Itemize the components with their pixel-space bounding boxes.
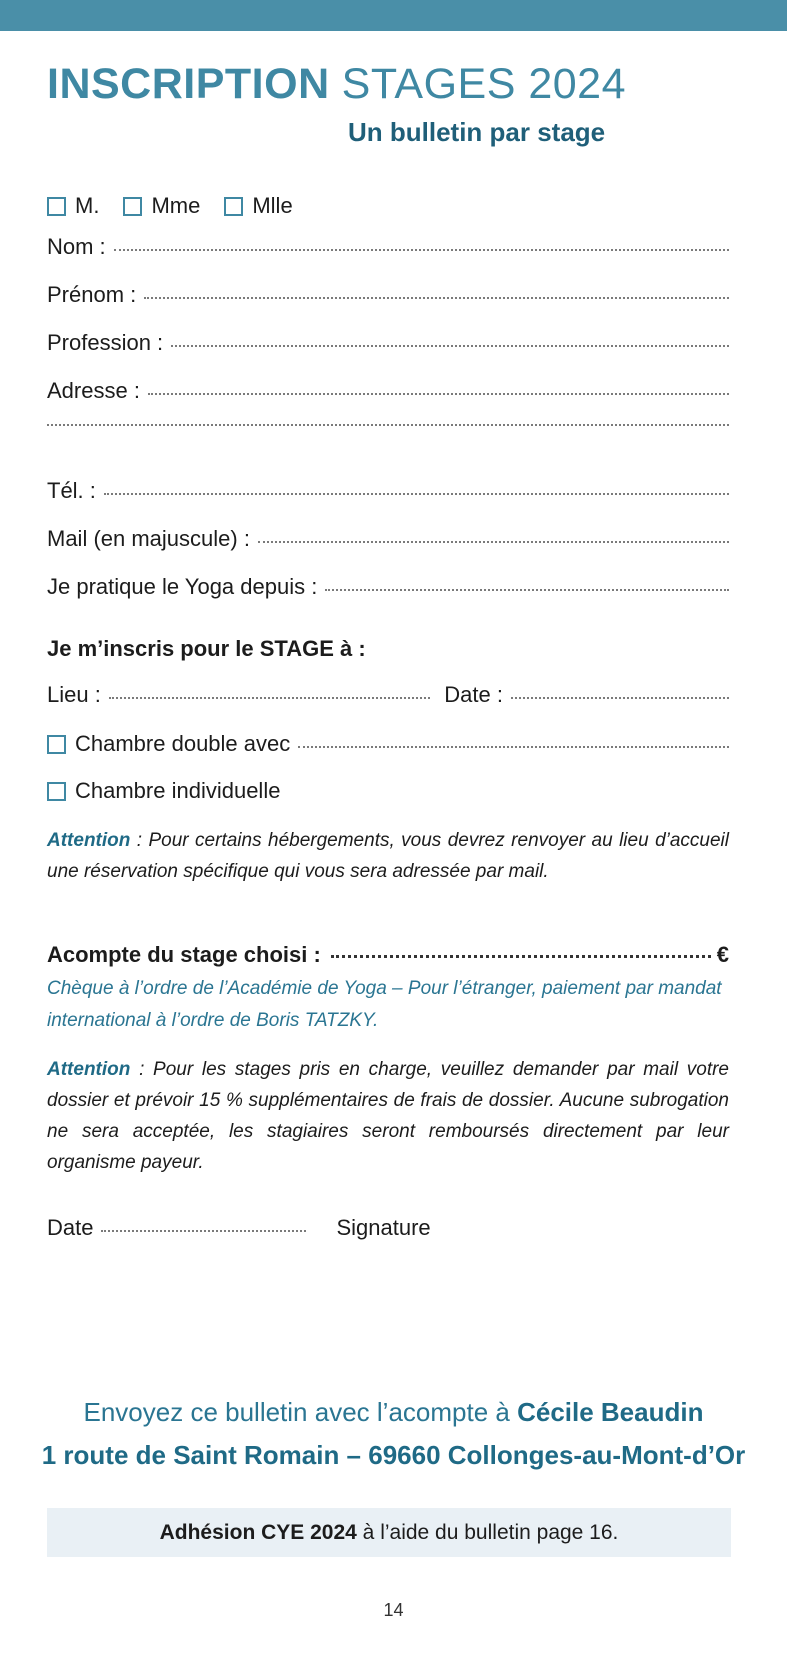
send-instructions	[0, 1397, 787, 1428]
civility-group	[47, 193, 317, 219]
checkbox-chambre-individuelle[interactable]	[47, 782, 66, 801]
stage-heading: Je m’inscris pour le STAGE à :	[47, 636, 366, 661]
checkbox-chambre-double[interactable]	[47, 735, 66, 754]
attention-label: Attention	[47, 830, 131, 851]
mail-input-line[interactable]	[258, 541, 729, 543]
title-bold: INSCRIPTION	[47, 60, 330, 108]
chambre-double-input-line[interactable]	[298, 746, 729, 748]
acompte-input-line[interactable]	[331, 955, 711, 958]
top-color-bar	[0, 0, 787, 31]
date-input-line[interactable]	[511, 697, 729, 699]
recipient-name: Cécile Beaudin	[517, 1397, 704, 1427]
date-label: Date	[47, 1215, 94, 1240]
attention-text: : Pour certains hébergements, vous devrez renvoyer au lieu d’accueil une réservation spécifique qui vous sera adressée par mail.	[47, 830, 729, 882]
prenom-input-line[interactable]	[144, 297, 729, 299]
attention-text: : Pour les stages pris en charge, veuillez demander par mail votre dossier et prévoir 15 % supplémentaires de frais de dossier. Aucune subrogation ne sera acceptée, les stagiaires seront remboursés directement par leur organisme payeur.	[47, 1059, 729, 1173]
field-label: Profession :	[47, 330, 164, 355]
field-label: Adresse :	[47, 378, 140, 403]
field-profession	[47, 328, 729, 358]
option-chambre-double	[47, 729, 729, 759]
field-label: Tél. :	[47, 478, 96, 503]
adhesion-bold: Adhésion CYE 2024	[159, 1520, 357, 1544]
field-prenom	[47, 280, 729, 310]
attention-label: Attention	[47, 1059, 131, 1080]
field-mail	[47, 524, 729, 554]
civility-label: Mme	[151, 193, 201, 218]
send-prefix: Envoyez ce bulletin avec l’acompte à	[83, 1397, 518, 1427]
checkbox-m[interactable]	[47, 197, 66, 216]
civility-label: Mlle	[252, 193, 293, 218]
yoga-input-line[interactable]	[325, 589, 729, 591]
field-label: Je pratique le Yoga depuis :	[47, 574, 318, 599]
option-label: Chambre individuelle	[75, 778, 281, 803]
civility-label: M.	[75, 193, 100, 218]
checkbox-mlle[interactable]	[224, 197, 243, 216]
checkbox-mme[interactable]	[123, 197, 142, 216]
attention-note-hebergement	[47, 825, 729, 887]
adresse-input-line[interactable]	[148, 393, 729, 395]
field-yoga	[47, 572, 729, 602]
acompte-label: Acompte du stage choisi :	[47, 942, 321, 967]
civility-option-mme[interactable]	[123, 193, 200, 219]
field-label: Date :	[444, 682, 503, 707]
adhesion-text: à l’aide du bulletin page 16.	[356, 1520, 619, 1544]
date-signature-row	[47, 1215, 431, 1241]
field-acompte	[47, 942, 729, 968]
civility-option-mlle[interactable]	[224, 193, 292, 219]
currency-symbol: €	[716, 942, 729, 967]
date-signature-input-line[interactable]	[101, 1230, 306, 1232]
page-title	[47, 56, 626, 112]
cheque-note: Chèque à l’ordre de l’Académie de Yoga – Pour l’étranger, paiement par mandat international à l’ordre de Boris TATZKY.	[47, 978, 722, 1031]
field-adresse-continued	[47, 427, 729, 429]
field-tel	[47, 476, 729, 506]
field-label: Nom :	[47, 234, 106, 259]
nom-input-line[interactable]	[114, 249, 729, 251]
option-chambre-individuelle	[47, 778, 280, 804]
signature-label: Signature	[336, 1215, 431, 1240]
tel-input-line[interactable]	[104, 493, 729, 495]
attention-note-prise-en-charge	[47, 1054, 729, 1178]
page-number: 14	[383, 1600, 404, 1620]
field-lieu-date	[47, 680, 729, 710]
field-label: Prénom :	[47, 282, 137, 307]
profession-input-line[interactable]	[171, 345, 729, 347]
option-label: Chambre double avec	[75, 731, 291, 756]
field-label: Mail (en majuscule) :	[47, 526, 250, 551]
recipient-address: 1 route de Saint Romain – 69660 Collonges-au-Mont-d’Or	[41, 1440, 746, 1470]
page-subtitle: Un bulletin par stage	[348, 117, 606, 147]
field-adresse	[47, 376, 729, 406]
civility-option-m[interactable]	[47, 193, 99, 219]
field-label: Lieu :	[47, 682, 101, 707]
field-nom	[47, 232, 729, 262]
lieu-input-line[interactable]	[109, 697, 430, 699]
adresse-input-line-2[interactable]	[47, 424, 729, 426]
adhesion-box	[47, 1508, 731, 1557]
title-light: STAGES 2024	[341, 60, 626, 108]
